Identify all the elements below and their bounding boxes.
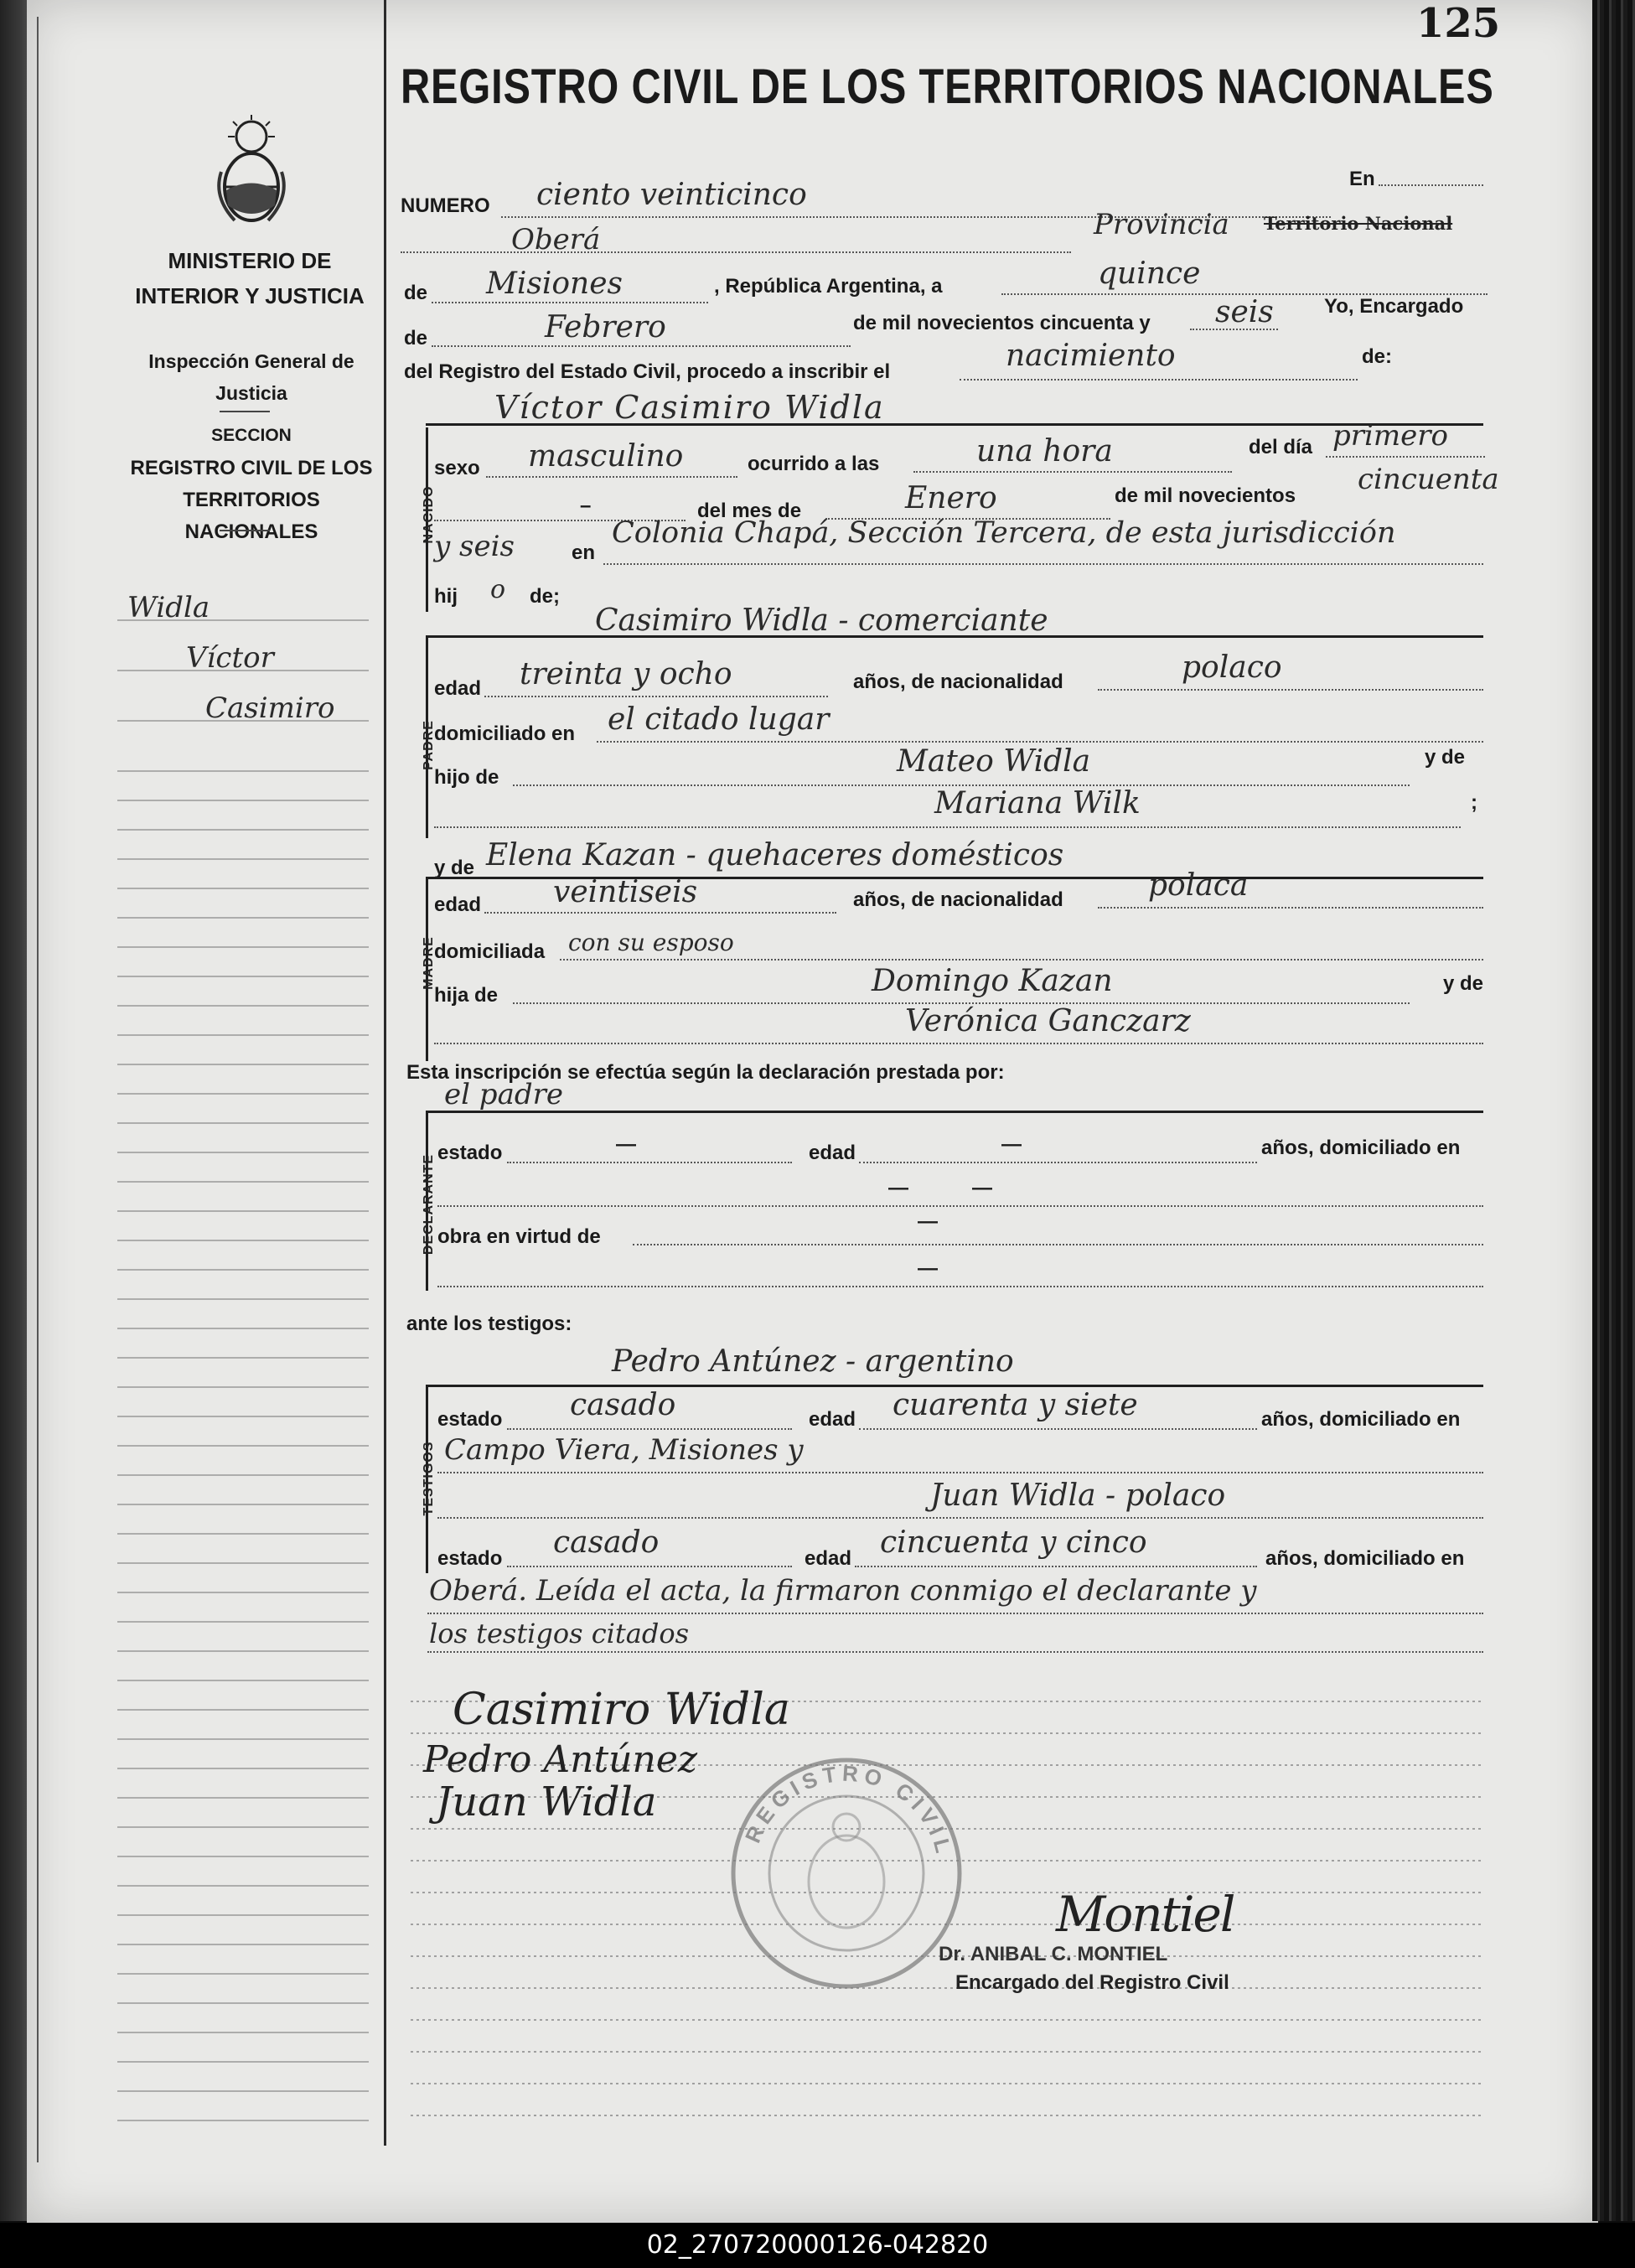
signature-casimiro: Casimiro Widla (453, 1685, 790, 1735)
scan-caption: 02_270720000126-042820 (0, 2223, 1635, 2268)
signature-juan: Juan Widla (436, 1779, 657, 1825)
declarante-anos-label: años, domiciliado en (1261, 1137, 1461, 1159)
testigo2-edad: cincuenta y cinco (880, 1525, 1147, 1560)
lugar-value: Colonia Chapá, Sección Tercera, de esta jurisdicción (612, 516, 1396, 550)
declarante-dash-4: — (918, 1210, 938, 1233)
declarante-dash-3: — (972, 1177, 992, 1199)
padre-yde-label: y de (1425, 746, 1466, 769)
padre-nacionalidad-value: polaco (1182, 650, 1282, 685)
padre-mother-value: Mariana Wilk (934, 786, 1141, 821)
nacido-year-value1: cincuenta (1358, 463, 1499, 496)
dia-label: del día (1249, 436, 1313, 458)
nacido-section-label: NACIDO (422, 485, 436, 544)
numero-label: NUMERO (401, 194, 490, 217)
testigo2-estado: casado (553, 1525, 660, 1560)
testigo2-domicilio: Oberá. Leída el acta, la firmaron conmigo el declarante y (429, 1574, 1257, 1608)
nacido-dash: – (580, 495, 592, 517)
testigo2-anos-label: años, domiciliado en (1265, 1547, 1465, 1570)
madre-yde-label: y de (434, 857, 475, 879)
de-label-2: de (404, 327, 428, 350)
signature-official: Montiel (1056, 1886, 1234, 1943)
sidebar-ministry: MINISTERIO DE INTERIOR Y JUSTICIA (135, 248, 365, 308)
madre-domicilio-label: domiciliada (434, 940, 546, 963)
testigo2-edad-label: edad (805, 1547, 852, 1570)
sidebar-divider (384, 0, 386, 2146)
page-number: 125 (1416, 0, 1501, 47)
page-title: REGISTRO CIVIL DE LOS TERRITORIOS NACIONALES (401, 60, 1494, 114)
act-type: nacimiento (1006, 339, 1176, 373)
madre-mother-value: Verónica Ganczarz (905, 1004, 1191, 1038)
provincia-value: Provincia (1094, 208, 1229, 241)
padre-father-value: Mateo Widla (897, 744, 1091, 779)
madre-section-label: MADRE (422, 936, 436, 990)
en-label: En (1349, 168, 1375, 190)
ocurrido-label: ocurrido a las (748, 453, 880, 475)
hijo-label: hij (434, 585, 458, 608)
registro-civil-stamp-icon (721, 1748, 972, 1999)
padre-name: Casimiro Widla - comerciante (595, 603, 1048, 638)
testigo1-estado: casado (570, 1388, 676, 1422)
padre-edad-value: treinta y ocho (520, 657, 732, 691)
dia-value: primero (1332, 419, 1448, 453)
sexo-value: masculino (528, 439, 684, 474)
nacido-de-label: de; (530, 585, 560, 608)
mes-label: del mes de (697, 500, 802, 522)
nacido-en-label: en (572, 541, 596, 564)
registro-label: del Registro del Estado Civil, procedo a inscribir el (404, 360, 891, 383)
padre-semicolon: ; (1471, 791, 1477, 814)
scan-edge-right (1592, 0, 1635, 2221)
declarante-intro: Esta inscripción se efectúa según la declaración prestada por: (406, 1061, 1005, 1084)
declarante-dash-5: — (918, 1257, 938, 1280)
madre-edad-label: edad (434, 893, 482, 916)
testigo1-name: Pedro Antúnez - argentino (612, 1344, 1014, 1379)
testigo1-edad: cuarenta y siete (893, 1388, 1138, 1422)
year-value: seis (1215, 295, 1274, 329)
official-title: Encargado del Registro Civil (955, 1971, 1229, 1994)
month-value: Febrero (545, 310, 666, 344)
madre-edad-value: veintiseis (553, 875, 698, 909)
padre-domicilio-label: domiciliado en (434, 722, 576, 745)
sidebar-ruled-lines (117, 587, 369, 2129)
stamp-text: REGISTRO CIVIL (739, 1760, 958, 1861)
testigos-closing: los testigos citados (429, 1618, 690, 1649)
madre-yde2-label: y de (1443, 972, 1484, 995)
signature-pedro: Pedro Antúnez (423, 1738, 698, 1781)
testigo2-name: Juan Widla - polaco (930, 1478, 1226, 1513)
year-label: de mil novecientos cincuenta y (853, 312, 1151, 334)
mes-value: Enero (905, 481, 997, 515)
madre-father-value: Domingo Kazan (872, 964, 1113, 998)
declarante-who: el padre (444, 1078, 563, 1111)
declarante-dash-2: — (888, 1177, 908, 1199)
madre-nacionalidad-value: polaca (1148, 868, 1249, 903)
hora-value: una hora (976, 434, 1113, 469)
territory-value: Misiones (486, 267, 623, 301)
testigo1-anos-label: años, domiciliado en (1261, 1408, 1461, 1431)
padre-domicilio-value: el citado lugar (608, 702, 830, 737)
official-name: Dr. ANIBAL C. MONTIEL (939, 1943, 1168, 1965)
testigo2-estado-label: estado (437, 1547, 503, 1570)
padre-nacionalidad-label: años, de nacionalidad (853, 671, 1063, 693)
padre-edad-label: edad (434, 677, 482, 700)
numero-value: ciento veinticinco (536, 178, 807, 212)
testigo1-estado-label: estado (437, 1408, 503, 1431)
page-fold-line (37, 17, 39, 2162)
nacido-name: Víctor Casimiro Widla (494, 389, 885, 426)
sexo-label: sexo (434, 457, 480, 479)
de-colon: de: (1362, 345, 1392, 368)
madre-hija-de-label: hija de (434, 984, 499, 1007)
sidebar-second-name: Casimiro (205, 691, 335, 725)
sidebar-surname: Widla (127, 591, 210, 624)
declarante-obra-label: obra en virtud de (437, 1225, 601, 1248)
territorio-label-struck: Territorio Nacional (1264, 213, 1453, 234)
place-value: Oberá (511, 223, 601, 256)
coat-of-arms-icon (210, 113, 293, 230)
declarante-section-label: DECLARANTE (422, 1153, 436, 1256)
hijo-suffix: o (490, 575, 506, 604)
encargado-label: Yo, Encargado (1324, 295, 1464, 318)
nacido-year-label: de mil novecientos (1115, 484, 1296, 507)
madre-domicilio-value: con su esposo (568, 929, 734, 956)
testigos-section-label: TESTIGOS (422, 1441, 436, 1516)
padre-hijo-de-label: hijo de (434, 766, 499, 789)
republica-label: , República Argentina, a (714, 275, 943, 298)
testigos-intro: ante los testigos: (406, 1313, 572, 1335)
sidebar-inspection: Inspección General de Justicia (148, 350, 354, 404)
sidebar-section-name: REGISTRO CIVIL DE LOS TERRITORIOS NACIONALES (130, 457, 373, 543)
madre-nacionalidad-label: años, de nacionalidad (853, 888, 1063, 911)
svg-text:REGISTRO CIVIL (740, 1761, 958, 1861)
testigo1-edad-label: edad (809, 1408, 856, 1431)
declarante-edad-dash: — (1001, 1133, 1022, 1156)
nacido-year-value2: y seis (434, 530, 515, 563)
declarante-estado-label: estado (437, 1142, 503, 1164)
day-value: quince (1098, 256, 1201, 291)
declarante-edad-label: edad (809, 1142, 856, 1164)
testigo1-domicilio: Campo Viera, Misiones y (444, 1433, 804, 1467)
sidebar-first-name: Víctor (186, 641, 274, 675)
padre-section-label: PADRE (422, 720, 436, 770)
sidebar-section-label: SECCION (211, 426, 292, 445)
declarante-estado-dash: — (616, 1133, 636, 1156)
de-label-1: de (404, 282, 428, 304)
madre-name: Elena Kazan - quehaceres domésticos (486, 838, 1064, 873)
